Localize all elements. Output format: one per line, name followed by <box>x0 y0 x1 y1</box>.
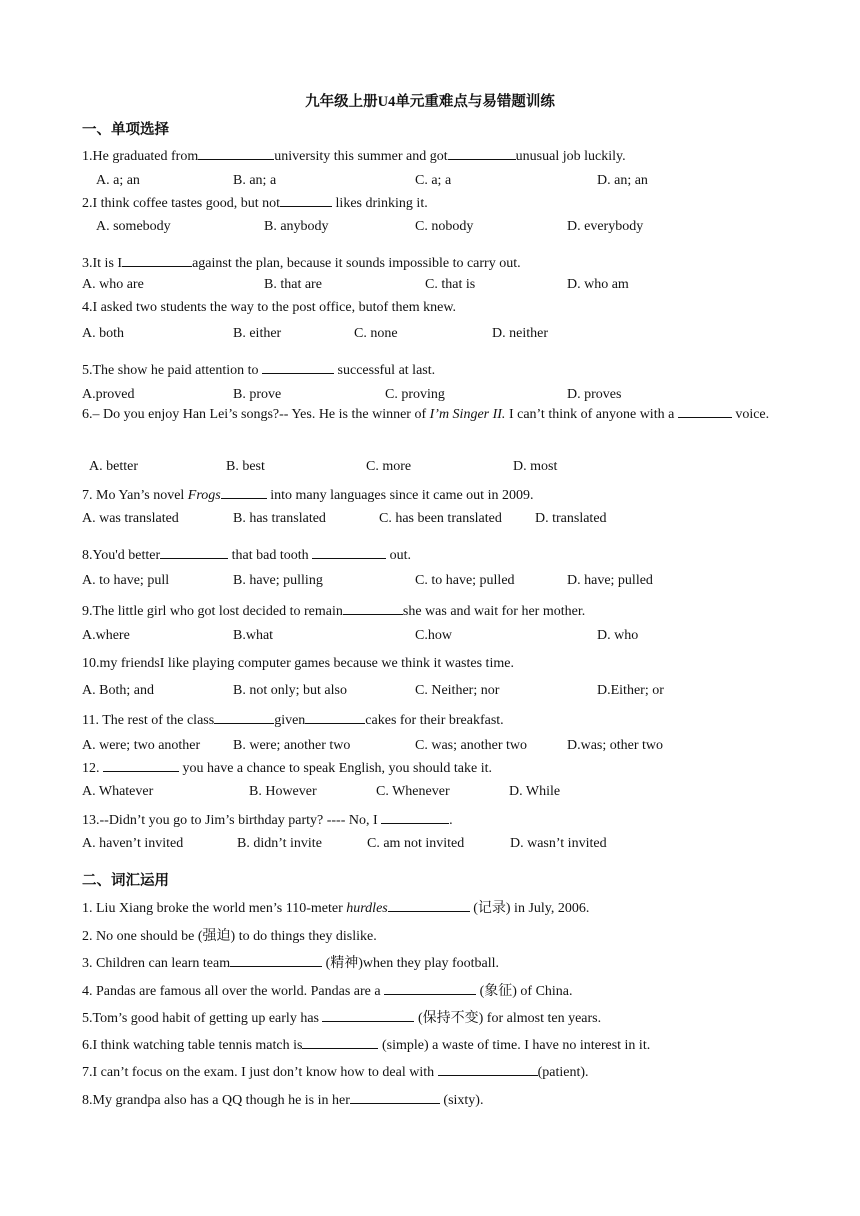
question-13: 13.--Didn’t you go to Jim’s birthday party? ---- No, I . <box>82 810 453 829</box>
question-8: 8.You'd better that bad tooth out. <box>82 545 411 564</box>
option-c: C. has been translated <box>379 511 502 526</box>
vocab-item-6: 6.I think watching table tennis match is (simple) a waste of time. I have no interest in it. <box>82 1035 650 1054</box>
question-11: 11. The rest of the class given cakes for their breakfast. <box>82 710 504 729</box>
option-c: C. was; another two <box>415 738 527 753</box>
option-b: B. has translated <box>233 511 326 526</box>
option-d: D. proves <box>567 387 622 402</box>
option-a: A. to have; pull <box>82 573 170 588</box>
option-d: D. who am <box>567 277 629 292</box>
answer-blank <box>160 545 228 559</box>
vocab-item-1: 1. Liu Xiang broke the world men’s 110-meter hurdles (记录) in July, 2006. <box>82 897 589 917</box>
page-title: 九年级上册U4单元重难点与易错题训练 <box>305 94 555 110</box>
option-d: D. who <box>597 628 639 643</box>
option-a: A. a; an <box>96 173 140 188</box>
question-9: 9.The little girl who got lost decided to remain she was and wait for her mother. <box>82 601 585 620</box>
option-a: A. somebody <box>96 219 171 234</box>
option-c: C.how <box>415 628 452 643</box>
option-d: D. everybody <box>567 219 644 234</box>
option-b: B. However <box>249 784 317 799</box>
vocab-item-4: 4. Pandas are famous all over the world. Pandas are a (象征) of China. <box>82 980 573 1000</box>
question-7-options <box>82 511 779 531</box>
option-b: B. best <box>226 459 265 474</box>
option-a: A. better <box>89 459 138 474</box>
answer-blank <box>381 810 449 824</box>
question-3: 3.It is I against the plan, because it sounds impossible to carry out. <box>82 253 521 272</box>
answer-blank <box>262 360 334 374</box>
vocab-item-3: 3. Children can learn team (精神)when they play football. <box>82 952 499 972</box>
question-12-options <box>82 784 779 804</box>
answer-blank <box>678 404 732 418</box>
option-c: C. to have; pulled <box>415 573 515 588</box>
answer-blank <box>350 1090 440 1104</box>
answer-blank <box>280 193 332 207</box>
question-1: 1.He graduated from university this summer and got unusual job luckily. <box>82 146 626 165</box>
option-d: D. wasn’t invited <box>510 836 607 851</box>
option-d: D.Either; or <box>597 683 664 698</box>
question-6: 6.– Do you enjoy Han Lei’s songs?-- Yes. He is the winner of I’m Singer II. I can’t think of anyone with a voice. <box>82 402 779 428</box>
question-4-options <box>82 326 779 346</box>
question-8-options <box>82 573 779 593</box>
option-d: D. an; an <box>597 173 648 188</box>
vocab-item-7: 7.I can’t focus on the exam. I just don’t know how to deal with (patient). <box>82 1062 589 1081</box>
answer-blank <box>302 1035 378 1049</box>
answer-blank <box>103 758 179 772</box>
option-b: B. not only; but also <box>233 683 347 698</box>
answer-blank <box>230 953 322 967</box>
answer-blank <box>198 146 274 160</box>
option-c: C. more <box>366 459 412 474</box>
option-c: C. nobody <box>415 219 474 234</box>
option-b: B. have; pulling <box>233 573 323 588</box>
question-7: 7. Mo Yan’s novel Frogs into many languages since it came out in 2009. <box>82 485 533 504</box>
option-d: D. While <box>509 784 561 799</box>
vocab-item-2: 2. No one should be (强迫) to do things they dislike. <box>82 929 377 944</box>
answer-blank <box>388 898 470 912</box>
option-a: A.proved <box>82 387 135 402</box>
question-2-options <box>82 219 779 239</box>
option-a: A. both <box>82 326 124 341</box>
option-c: C. Whenever <box>376 784 450 799</box>
question-4: 4.I asked two students the way to the post office, butof them knew. <box>82 300 457 315</box>
option-b: B. that are <box>264 277 322 292</box>
question-10-options <box>82 683 779 703</box>
vocab-item-8: 8.My grandpa also has a QQ though he is in her (sixty). <box>82 1090 483 1109</box>
question-2: 2.I think coffee tastes good, but not likes drinking it. <box>82 193 428 212</box>
question-9-options <box>82 628 779 648</box>
option-c: C. none <box>354 326 398 341</box>
question-12: 12. you have a chance to speak English, you should take it. <box>82 758 492 777</box>
option-b: B. anybody <box>264 219 329 234</box>
option-b: B. either <box>233 326 282 341</box>
question-11-options <box>82 738 779 758</box>
section-heading-vocabulary: 二、词汇运用 <box>82 873 169 889</box>
option-a: A. Whatever <box>82 784 154 799</box>
answer-blank <box>448 146 516 160</box>
option-d: D. have; pulled <box>567 573 653 588</box>
question-3-options <box>82 277 779 297</box>
option-c: C. that is <box>425 277 476 292</box>
section-heading-multiple-choice: 一、单项选择 <box>82 122 169 138</box>
answer-blank <box>221 485 267 499</box>
question-13-options <box>82 836 779 856</box>
option-d: D. neither <box>492 326 548 341</box>
vocab-item-5: 5.Tom’s good habit of getting up early has (保持不变) for almost ten years. <box>82 1007 601 1027</box>
option-d: D. most <box>513 459 558 474</box>
option-b: B. didn’t invite <box>237 836 322 851</box>
option-a: A.where <box>82 628 130 643</box>
option-d: D.was; other two <box>567 738 664 753</box>
option-b: B. were; another two <box>233 738 351 753</box>
option-a: A. Both; and <box>82 683 154 698</box>
answer-blank <box>438 1062 538 1076</box>
option-c: C. am not invited <box>367 836 465 851</box>
option-a: A. was translated <box>82 511 179 526</box>
option-a: A. who are <box>82 277 144 292</box>
option-c: C. proving <box>385 387 445 402</box>
question-6-options <box>82 459 779 479</box>
option-d: D. translated <box>535 511 607 526</box>
option-c: C. a; a <box>415 173 452 188</box>
option-a: A. were; two another <box>82 738 201 753</box>
answer-blank <box>322 1008 414 1022</box>
option-b: B. prove <box>233 387 282 402</box>
question-5: 5.The show he paid attention to successful at last. <box>82 360 435 379</box>
question-1-options <box>82 173 779 193</box>
option-c: C. Neither; nor <box>415 683 500 698</box>
answer-blank <box>312 545 386 559</box>
option-b: B. an; a <box>233 173 277 188</box>
option-a: A. haven’t invited <box>82 836 184 851</box>
answer-blank <box>384 981 476 995</box>
question-10: 10.my friendsI like playing computer games because we think it wastes time. <box>82 656 514 671</box>
answer-blank <box>214 710 274 724</box>
answer-blank <box>343 601 403 615</box>
answer-blank <box>122 253 192 267</box>
option-b: B.what <box>233 628 274 643</box>
answer-blank <box>305 710 365 724</box>
